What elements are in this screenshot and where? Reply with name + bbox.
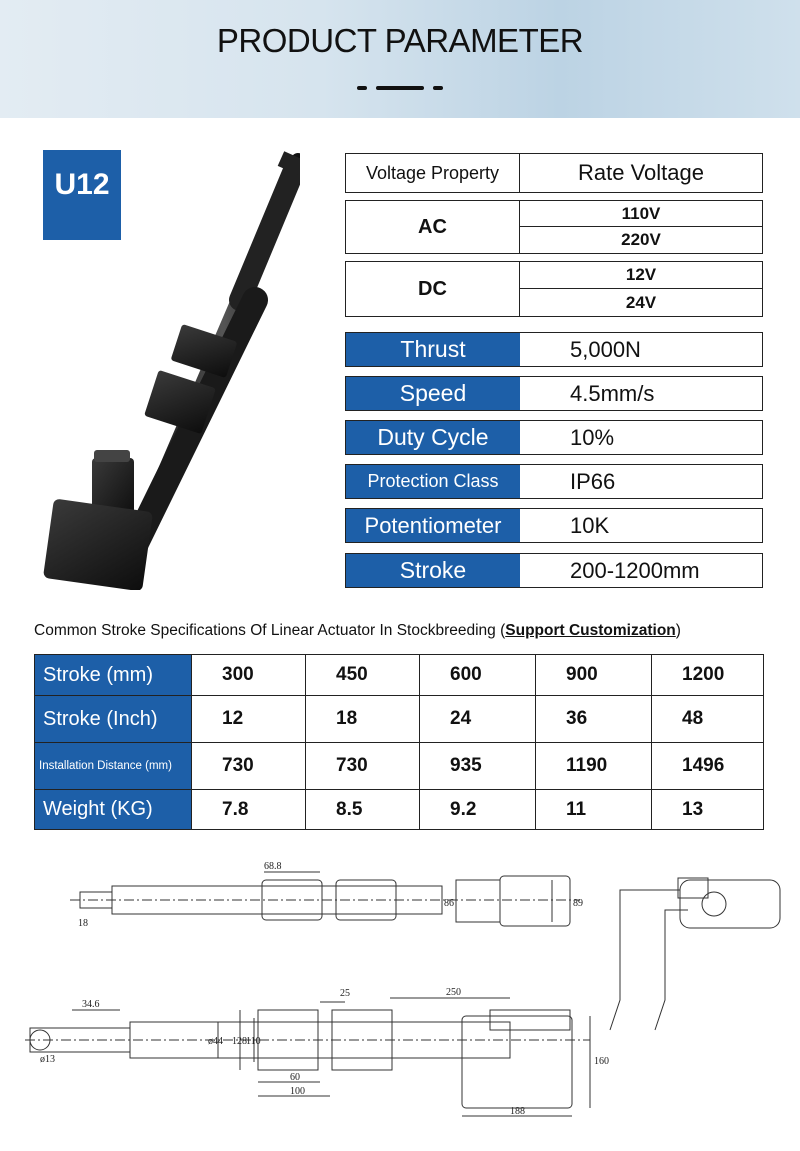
table-cell: 900	[535, 655, 651, 695]
spec-label: Duty Cycle	[346, 421, 520, 454]
table-row	[35, 790, 763, 829]
spec-row-speed	[345, 376, 763, 411]
stroke-table-caption	[34, 622, 681, 640]
spec-row-thrust	[345, 332, 763, 367]
table-cell: 1190	[535, 743, 651, 789]
spec-value: 4.5mm/s	[570, 380, 655, 406]
spec-value: IP66	[570, 468, 616, 494]
caption-prefix: Common Stroke Specifications Of Linear Actuator In Stockbreeding (	[34, 622, 506, 639]
caption-suffix: )	[675, 622, 681, 639]
table-cell: 8.5	[305, 790, 419, 829]
table-row	[35, 655, 763, 695]
page-title: PRODUCT PARAMETER	[216, 22, 584, 59]
table-cell: 48	[651, 696, 763, 742]
dimension-label: 60	[290, 1072, 300, 1083]
table-row	[35, 743, 763, 789]
dimension-label: 100	[290, 1086, 305, 1097]
voltage-group-ac	[345, 200, 763, 254]
table-cell: 730	[305, 743, 419, 789]
dimension-label: ø13	[40, 1054, 55, 1065]
table-cell: 730	[191, 743, 305, 789]
table-cell: 600	[419, 655, 535, 695]
table-cell: 18	[305, 696, 419, 742]
row-header: Stroke (Inch)	[35, 696, 191, 742]
title-decoration	[357, 86, 367, 90]
title-decoration	[433, 86, 443, 90]
spec-label: Protection Class	[346, 465, 520, 498]
dimension-label: 89	[573, 898, 583, 909]
spec-value: 10%	[570, 424, 615, 450]
dimension-labels	[40, 861, 609, 1117]
table-cell: 935	[419, 743, 535, 789]
voltage-value: 110V	[520, 201, 762, 227]
dimension-label: 68.8	[264, 861, 282, 872]
table-cell: 300	[191, 655, 305, 695]
table-cell: 9.2	[419, 790, 535, 829]
voltage-group-label: DC	[346, 262, 520, 316]
voltage-value: 220V	[621, 230, 661, 249]
spec-row-duty-cycle	[345, 420, 763, 455]
table-cell: 12	[191, 696, 305, 742]
row-header: Weight (KG)	[35, 790, 191, 829]
dimension-label: 250	[446, 987, 461, 998]
spec-label: Stroke	[346, 554, 520, 587]
spec-value: 5,000N	[570, 336, 641, 362]
spec-value: 200-1200mm	[570, 557, 700, 583]
dimension-label: 34.6	[82, 999, 100, 1010]
header-banner	[0, 0, 800, 118]
voltage-group-label: AC	[346, 201, 520, 253]
dimension-label: 110	[246, 1036, 261, 1047]
spec-row-potentiometer	[345, 508, 763, 543]
spec-value: 10K	[570, 512, 610, 538]
actuator-image	[40, 150, 300, 590]
voltage-value: 12V	[520, 262, 762, 289]
spec-label: Potentiometer	[346, 509, 520, 542]
stroke-spec-table	[34, 654, 764, 830]
table-row	[35, 696, 763, 742]
dimension-label: 128	[232, 1036, 247, 1047]
dimension-label: 18	[78, 918, 88, 929]
voltage-group-dc	[345, 261, 763, 317]
technical-drawing	[20, 850, 790, 1140]
voltage-value: 24V	[625, 292, 657, 312]
table-cell: 450	[305, 655, 419, 695]
dimension-label: 160	[594, 1056, 609, 1067]
table-cell: 7.8	[191, 790, 305, 829]
table-cell: 13	[651, 790, 763, 829]
table-cell: 24	[419, 696, 535, 742]
dimension-label: 86	[444, 898, 454, 909]
model-label: U12	[54, 168, 110, 201]
table-cell: 1496	[651, 743, 763, 789]
row-header: Stroke (mm)	[35, 655, 191, 695]
row-header: Installation Distance (mm)	[35, 743, 191, 789]
dimension-label: 188	[510, 1106, 525, 1117]
spec-label: Thrust	[346, 333, 520, 366]
spec-row-stroke	[345, 553, 763, 588]
table-cell: 1200	[651, 655, 763, 695]
spec-row-protection-class	[345, 464, 763, 499]
rate-voltage-label: Rate Voltage	[578, 160, 704, 185]
dimension-label: ø44	[208, 1036, 223, 1047]
title-decoration	[376, 86, 424, 90]
caption-highlight: Support Customization	[505, 622, 676, 639]
table-cell: 11	[535, 790, 651, 829]
dimension-label: 25	[340, 988, 350, 999]
spec-label: Speed	[346, 377, 520, 410]
voltage-header-row	[345, 153, 763, 193]
table-cell: 36	[535, 696, 651, 742]
voltage-property-label: Voltage Property	[346, 154, 520, 192]
